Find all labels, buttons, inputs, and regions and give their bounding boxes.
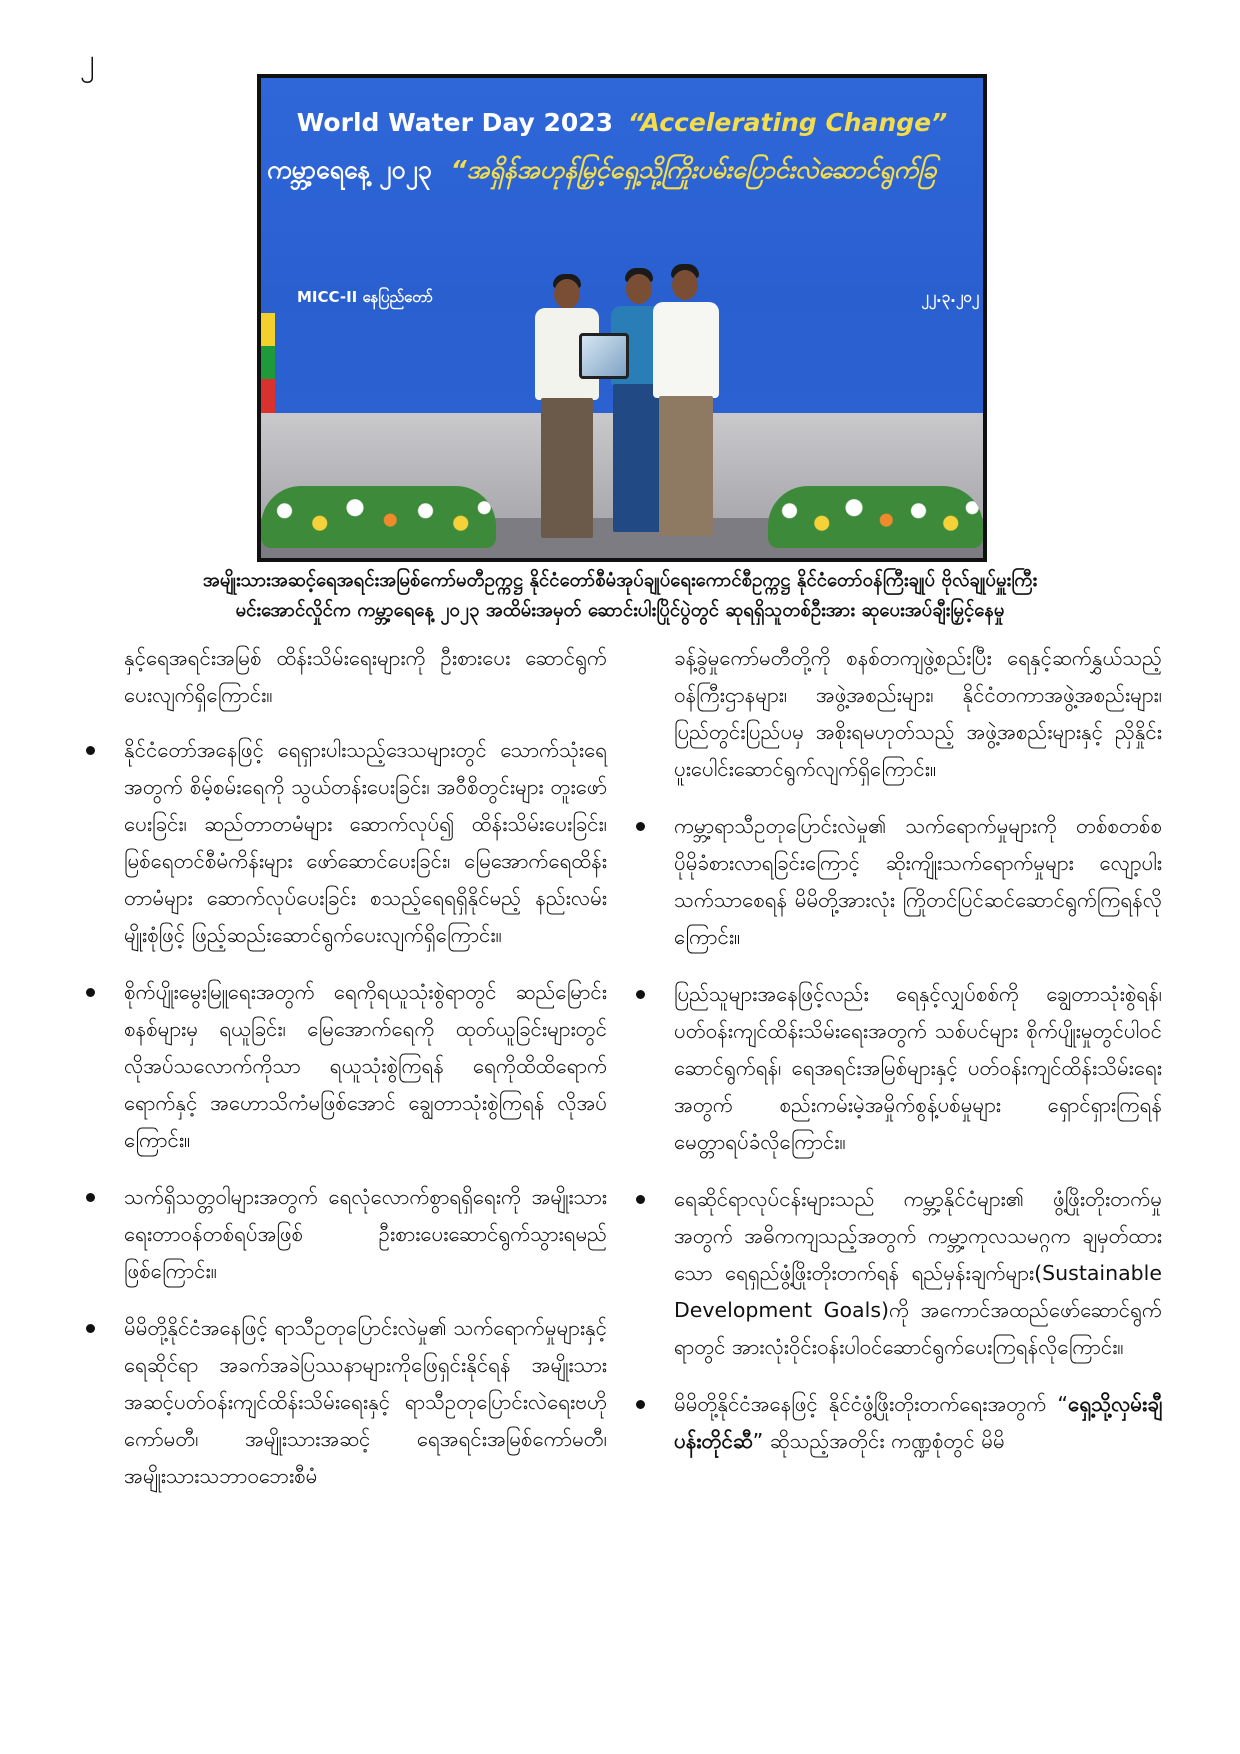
- left-bullet-1: နိုင်ငံတော်အနေဖြင့် ရေရှားပါးသည့်ဒေသများတွင် သောက်သုံးရေအတွက် စိမ့်စမ်းရေကို သွယ်တန်းပေးခြင်း၊ အဝီစိတွင်းများ တူးဖော်ပေးခြင်း၊ ဆည်တာတမံများ ဆောက်လုပ်၍ ထိန်းသိမ်းပေးခြင်း၊ မြစ်ရေတင်စီမံကိန်းများ ဖော်ဆောင်ပေးခြင်း၊ မြေအောက်ရေထိန်းတာမံများ ဆောက်လုပ်ပေးခြင်း စသည့်ရေရရှိနိုင်မည့် နည်းလမ်းမျိုးစုံဖြင့် ဖြည့်ဆည်းဆောင်ရွက်ပေးလျက်ရှိကြောင်း။: [124, 732, 607, 954]
- left-bullet-2: စိုက်ပျိုးမွေးမြူရေးအတွက် ရေကိုရယူသုံးစွဲရာတွင် ဆည်မြောင်းစနစ်များမှ ရယူခြင်း၊ မြေအောက်ရေကို ထုတ်ယူခြင်းများတွင် လိုအပ်သလောက်ကိုသာ ရယူသုံးစွဲကြရန် ရေကိုထိထိရောက်ရောက်နှင့် အဟောသိကံမဖြစ်အောင် ချွေတာသုံးစွဲကြရန် လိုအပ်ကြောင်း။: [124, 974, 607, 1159]
- right-bullet-3: ရေဆိုင်ရာလုပ်ငန်းများသည် ကမ္ဘာ့နိုင်ငံများ၏ ဖွံ့ဖြိုးတိုးတက်မှုအတွက် အဓိကကျသည့်အတွက် ကမ္ဘာ့ကုလသမဂ္ဂက ချမှတ်ထားသော ရေရှည်ဖွံ့ဖြိုးတိုးတက်ရန် ရည်မှန်းချက်များ(Sustainable Development Goals)ကို အကောင်အထည်ဖော်ဆောင်ရွက်ရာတွင် အားလုံးဝိုင်းဝန်းပါဝင်ဆောင်ရွက်ပေးကြရန်လိုကြောင်း။: [674, 1181, 1162, 1366]
- left-intro-paragraph: နှင့်ရေအရင်းအမြစ် ထိန်းသိမ်းရေးများကို ဦးစားပေး ဆောင်ရွက်ပေးလျက်ရှိကြောင်း။: [124, 646, 607, 707]
- left-column: [80, 640, 607, 1515]
- banner-title-myanmar-text: ကမ္ဘာ့ရေနေ့ ၂၀၂၃: [267, 155, 432, 184]
- photo-caption: [90, 566, 1150, 626]
- right-continuation-paragraph: ခန့်ခွဲမှုကော်မတီတို့ကို စနစ်တကျဖွဲ့စည်းပြီး ရေနှင့်ဆက်နွှယ်သည့် ဝန်ကြီးဌာနများ၊ အဖွဲ့အစည်းများ၊ နိုင်ငံတကာအဖွဲ့အစည်းများ၊ ပြည်တွင်းပြည်ပမှ အစိုးရမဟုတ်သည့် အဖွဲ့အစည်းများနှင့် ညှိနှိုင်းပူးပေါင်းဆောင်ရွက်လျက်ရှိကြောင်း။: [674, 646, 1162, 781]
- right-bullet-1: ကမ္ဘာ့ရာသီဥတုပြောင်းလဲမှု၏ သက်ရောက်မှုများကို တစ်စတစ်စ ပိုမိုခံစားလာရခြင်းကြောင့် ဆိုးကျိုးသက်ရောက်မှုများ လျော့ပါးသက်သာစေရန် မိမိတို့အားလုံး ကြိုတင်ပြင်ဆင်ဆောင်ရွက်ကြရန်လိုကြောင်း။: [674, 808, 1162, 956]
- national-flag: [261, 313, 275, 413]
- banner-title-english: [261, 108, 983, 137]
- banner-title-myanmar: [267, 154, 937, 191]
- right-column: [630, 640, 1162, 1480]
- flower-arrangement-left: [261, 486, 496, 548]
- caption-line-1: အမျိုးသားအဆင့်ရေအရင်းအမြစ်ကော်မတီဥက္ကဋ္ဌ နိုင်ငံတော်စီမံအုပ်ချုပ်ရေးကောင်စီဥက္ကဋ္ဌ နိုင်ငံတော်ဝန်ကြီးချုပ် ဗိုလ်ချုပ်မှူးကြီး: [202, 570, 1038, 591]
- award-ceremony-photo: [257, 74, 987, 562]
- page-number: ၂: [80, 43, 95, 78]
- left-bullet-3: သက်ရှိသတ္တဝါများအတွက် ရေလုံလောက်စွာရရှိရေးကို အမျိုးသားရေးတာဝန်တစ်ရပ်အဖြစ် ဦးစားပေးဆောင်ရွက်သွားရမည်ဖြစ်ကြောင်း။: [124, 1179, 607, 1290]
- banner-date: ၂၂.၃.၂၀၂: [921, 288, 979, 306]
- banner-slogan-myanmar: “အရှိန်အဟုန်မြှင့်ရှေ့သို့ကြိုးပမ်းပြောင်းလဲဆောင်ရွက်ခြ: [450, 155, 937, 184]
- caption-line-2: မင်းအောင်လှိုင်က ကမ္ဘာ့ရေနေ့ ၂၀၂၃ အထိမ်းအမှတ် ဆောင်းပါးပြိုင်ပွဲတွင် ဆုရရှိသူတစ်ဦးအား ဆုပေးအပ်ချီးမြှင့်နေမှု: [235, 600, 1005, 621]
- banner-slogan-english: “Accelerating Change”: [627, 108, 948, 137]
- banner-title-text: World Water Day 2023: [296, 108, 614, 137]
- award-plaque: [579, 333, 629, 379]
- left-bullet-4: မိမိတို့နိုင်ငံအနေဖြင့် ရာသီဥတုပြောင်းလဲမှု၏ သက်ရောက်မှုများနှင့် ရေဆိုင်ရာ အခက်အခဲပြဿနာများကိုဖြေရှင်းနိုင်ရန် အမျိုးသားအဆင့်ပတ်ဝန်းကျင်ထိန်းသိမ်းရေးနှင့် ရာသီဥတုပြောင်းလဲရေးဗဟိုကော်မတီ၊ အမျိုးသားအဆင့် ရေအရင်းအမြစ်ကော်မတီ၊ အမျိုးသားသဘာဝဘေးစီမံ: [124, 1310, 607, 1495]
- right-bullet-4: [674, 1386, 1162, 1460]
- right-bullet-2: ပြည်သူများအနေဖြင့်လည်း ရေနှင့်လျှပ်စစ်ကို ချွေတာသုံးစွဲရန်၊ ပတ်ဝန်းကျင်ထိန်းသိမ်းရေးအတွက် သစ်ပင်များ စိုက်ပျိုးမှုတွင်ပါဝင်ဆောင်ရွက်ရန်၊ ရေအရင်းအမြစ်များနှင့် ပတ်ဝန်းကျင်ထိန်းသိမ်းရေးအတွက် စည်းကမ်းမဲ့အမှိုက်စွန့်ပစ်မှုများ ရှောင်ရှားကြရန် မေတ္တာရပ်ခံလိုကြောင်း။: [674, 976, 1162, 1161]
- banner-venue: MICC-II နေပြည်တော်: [297, 288, 433, 306]
- right-bullet-4-after: ” ဆိုသည့်အတိုင်း ကဏ္ဍစုံတွင် မိမိ: [752, 1429, 1005, 1453]
- right-bullet-4-bold: ရှေ့သို့လှမ်းချီ ပန်းတိုင်ဆီ: [674, 1392, 1162, 1453]
- right-bullet-4-before: မိမိတို့နိုင်ငံအနေဖြင့် နိုင်ငံဖွံ့ဖြိုးတိုးတက်ရေးအတွက် “: [674, 1392, 1068, 1416]
- flower-arrangement-right: [768, 486, 983, 548]
